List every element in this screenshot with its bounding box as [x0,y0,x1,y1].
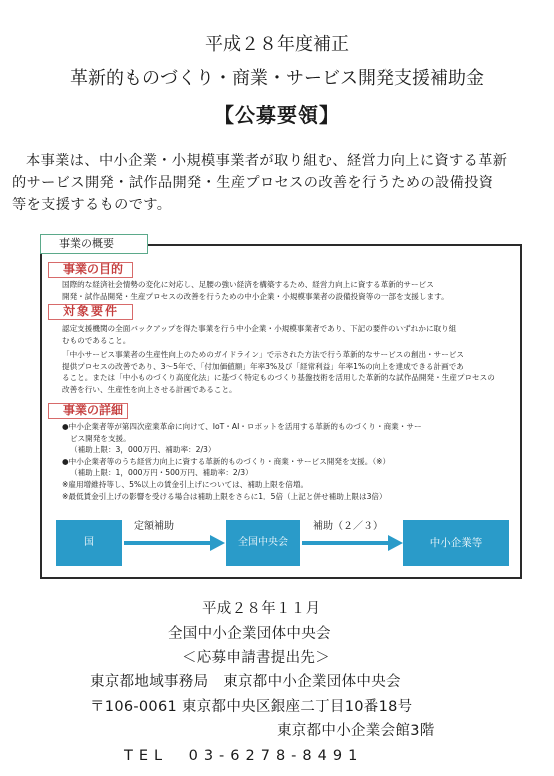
regional-office: 東京都地域事務局 東京都中小企業団体中央会 [90,674,401,690]
issue-date: 平成２８年１１月 [202,601,321,617]
document-type-title: 【公募要領】 [214,103,340,127]
text-line: 国際的な経済社会情勢の変化に対応し、足腰の強い経済を構築するため、経営力向上に資する革新的サービス [62,280,434,289]
text-line: ●中小企業者等のうち経営力向上に資する革新的ものづくり・商業・サービス開発を支援。（※） [62,456,391,466]
purpose-heading: 事業の目的 [48,262,133,278]
target-heading: 対象要件 [48,304,133,320]
intro-paragraph [12,150,542,216]
detail-text [62,421,422,502]
target-text [62,349,495,395]
text-line: 改善を行い、生産性を向上させる計画であること。 [62,384,237,394]
text-line: （補助上限：1，000万円・500万円、補助率：2/3） [70,468,253,478]
target-text [62,323,456,346]
arrow-right-icon [122,534,226,552]
detail-heading: 事業の詳細 [48,403,128,419]
national-government-box: 国 [56,520,122,566]
text-line: ●中小企業者等が第四次産業革命に向けて、IoT・AI・ロボットを活用する革新的ものづくり・商業・サー [62,422,422,431]
arrow-right-icon [300,534,404,552]
address-line-2: 東京都中小企業会館3階 [277,723,435,739]
text-line: ビス開発を支援。 [70,433,131,443]
fiscal-year-heading: 平成２８年度補正 [205,34,349,55]
telephone-number: TEL 03-6278-8491 [124,748,364,764]
subsidy-rate-label: 補助（２／３） [313,521,383,532]
organization-name: 全国中小企業団体中央会 [168,626,331,642]
intro-line: 等を支援するものです。 [12,197,172,213]
text-line: ※最低賃金引上げの影響を受ける場合は補助上限をさらに1．5倍（上記と併せ補助上限は3倍） [62,491,387,501]
text-line: むものであること。 [62,335,131,345]
intro-line: 的サービス開発・試作品開発・生産プロセスの改善を行うための設備投資 [12,175,494,191]
national-federation-box: 全国中央会 [226,520,300,566]
text-line: 「中小サービス事業者の生産性向上のためのガイドライン」で示された方法で行う革新的なサービスの創出・サービス [62,350,465,359]
fixed-subsidy-label: 定額補助 [134,521,174,532]
text-line: ※雇用增維持等し、5%以上の賃金引上げについては、補助上限を倍増。 [62,479,309,489]
intro-line: 本事業は、中小企業・小規模事業者が取り組む、経営力向上に資する革新 [26,153,508,169]
sme-box: 中小企業等 [403,520,509,566]
text-line: 開発・試作品開発・生産プロセスの改善を行うための中小企業・小規模事業者の設備投資等の一部を支援します。 [62,291,449,301]
text-line: 提供プロセスの改善であり、3～5年で、「付加価値額」年率3%及び「経常利益」年率1%の向上を達成できる計画であ [62,361,464,371]
address-line-1: 〒106-0061 東京都中央区銀座二丁目10番18号 [90,699,413,715]
subsidy-title: 革新的ものづくり・商業・サービス開発支援補助金 [70,68,484,89]
text-line: （補助上限：3，000万円、補助率：2/3） [70,445,216,455]
overview-label: 事業の概要 [40,234,148,254]
purpose-text [62,279,449,302]
text-line: ること。または「中小ものづくり高度化法」に基づく特定ものづくり基盤技術を活用した革新的な試作品開発・生産プロセスの [62,373,495,383]
submission-heading: ＜応募申請書提出先＞ [182,650,330,666]
text-line: 認定支援機関の全面バックアップを得た事業を行う中小企業・小規模事業者であり、下記の要件のいずれかに取り組 [62,324,457,333]
